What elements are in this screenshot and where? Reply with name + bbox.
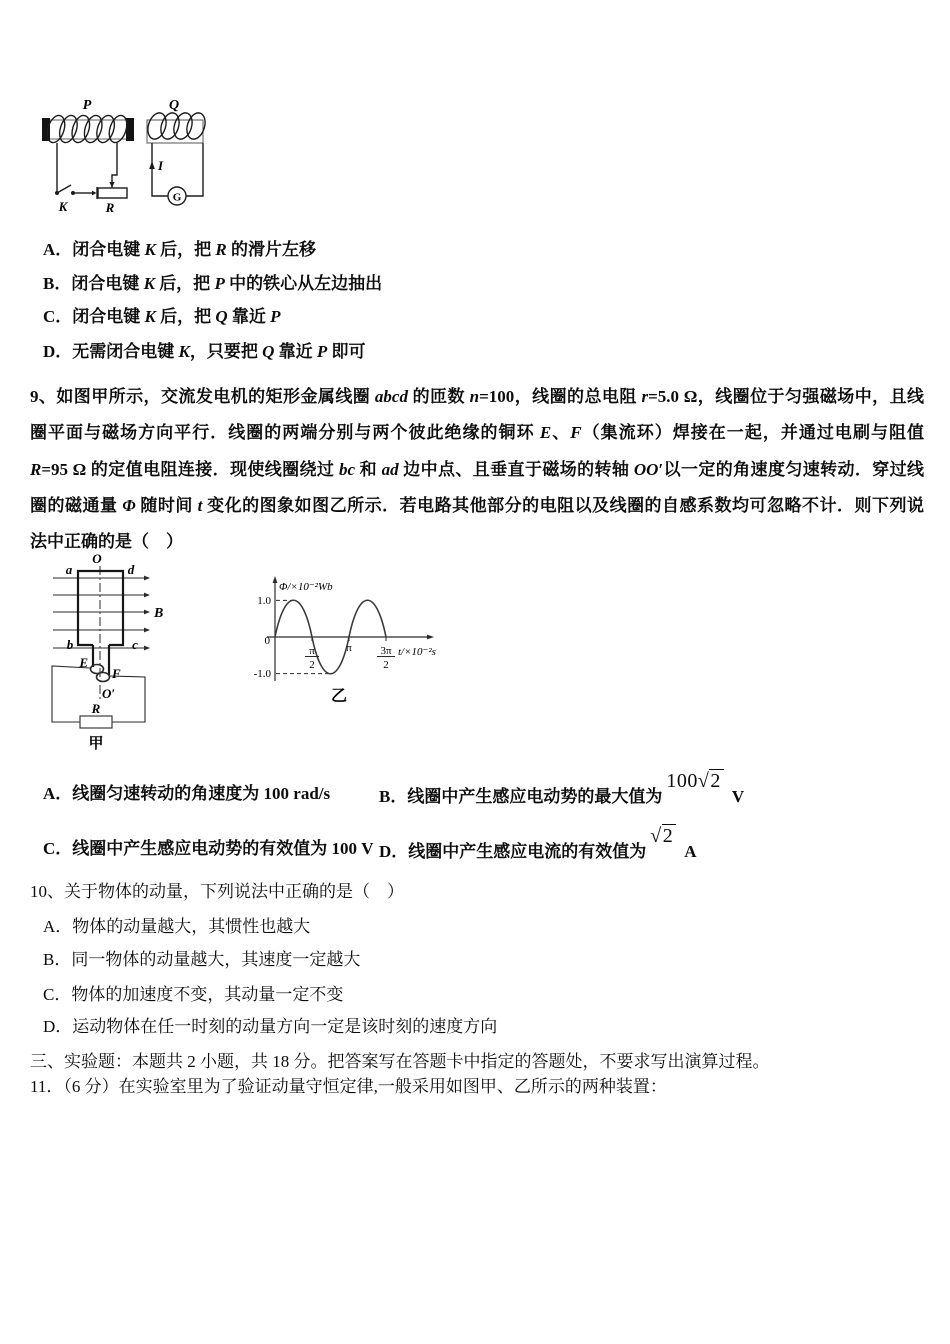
xtick-pi-over-2-num: π (309, 645, 315, 657)
switch-k-icon (56, 185, 84, 194)
label-ring-f: F (112, 666, 121, 681)
ytick-0: 0 (264, 635, 270, 647)
q9-stem-line: 圈平面与磁场方向平行．线圈的两端分别与两个彼此绝缘的铜环 E、F（集流环）焊接在一起，并通过电刷与阻值 (30, 423, 925, 443)
q10-option-d: D．运动物体在任一时刻的动量方向一定是该时刻的速度方向 (43, 1017, 498, 1036)
q8-option-c: C．闭合电键 K 后，把 Q 靠近 P (43, 307, 281, 326)
slip-ring-f-icon (97, 673, 110, 682)
xtick-pi: π (346, 642, 352, 654)
label-current-i: I (158, 158, 164, 173)
label-meter-g: G (172, 191, 182, 204)
q10-option-b: B．同一物体的动量越大，其速度一定越大 (43, 950, 361, 969)
figure-yi-flux-graph (233, 573, 447, 710)
q11-stem: 11．（6 分）在实验室里为了验证动量守恒定律,一般采用如图甲、乙所示的两种装置： (30, 1077, 667, 1096)
xtick-3pi-over-2-num: 3π (380, 645, 392, 657)
q9-option-b (379, 770, 745, 809)
graph-ylabel: Φ/×10⁻²Wb (279, 581, 333, 593)
q9-option-b-unit: V (731, 787, 745, 806)
q9-stem-line: 法中正确的是（ ） (30, 532, 183, 552)
formula-100-sqrt2: 100√2 (666, 770, 723, 792)
label-coil-p: P (82, 98, 92, 113)
xtick-pi-over-2-den: 2 (309, 659, 315, 671)
rheostat-r-icon (98, 143, 127, 198)
label-ring-e: E (79, 655, 88, 670)
q9-option-d (379, 825, 697, 864)
label-axis-o-prime: O′ (102, 686, 116, 701)
label-corner-c: c (132, 637, 138, 652)
wire (186, 143, 203, 196)
ytick-minus1: -1.0 (253, 668, 271, 680)
q9-option-c: C．线圈中产生感应电动势的有效值为 100 V (43, 839, 374, 858)
q9-option-a: A．线圈匀速转动的角速度为 100 rad/s (43, 784, 331, 803)
q9-stem (30, 379, 924, 560)
label-corner-a: a (65, 562, 73, 577)
current-arrow-icon (149, 161, 155, 169)
q9-stem-line: 9、如图甲所示，交流发电机的矩形金属线圈 abcd 的匝数 n=100，线圈的总电阻 r=5.0 Ω，线圈位于匀强磁场中，且线 (30, 387, 925, 406)
q9-option-b-text: B．线圈中产生感应电动势的最大值为 (379, 787, 663, 806)
xtick-3pi-over-2-den: 2 (383, 659, 389, 671)
q10-stem: 10、关于物体的动量，下列说法中正确的是（ ） (30, 882, 404, 901)
formula-sqrt2: √2 (650, 825, 676, 847)
coil-leads (93, 645, 109, 675)
coil-q (145, 111, 209, 143)
label-corner-b: b (66, 637, 74, 652)
figure-jia-caption: 甲 (88, 736, 104, 752)
label-rheostat-r: R (105, 200, 115, 215)
q10-option-a: A．物体的动量越大，其惯性也越大 (43, 917, 311, 936)
figure-yi-caption: 乙 (330, 688, 348, 705)
label-field-b: B (154, 606, 164, 621)
graph-xlabel: t/×10⁻²s (398, 646, 436, 658)
label-resistor-r: R (91, 701, 101, 716)
label-corner-d: d (127, 562, 135, 577)
q10-option-c: C．物体的加速度不变，其动量一定不变 (43, 985, 344, 1004)
label-axis-o: O (92, 552, 102, 566)
ytick-1: 1.0 (257, 595, 271, 607)
q9-option-d-text: D．线圈中产生感应电流的有效值为 (379, 842, 647, 861)
figure-mutual-induction-circuits (38, 93, 220, 221)
label-coil-q: Q (168, 98, 180, 113)
q9-stem-line: R=95 Ω 的定值电阻连接．现使线圈绕过 bc 和 ad 边中点、且垂直于磁场的转轴 OO′以一定的角速度匀速转动．穿过线 (30, 459, 925, 479)
q8-option-d: D．无需闭合电键 K，只要把 Q 靠近 P 即可 (43, 342, 366, 361)
figure-jia-generator (40, 552, 172, 754)
q8-option-a: A．闭合电键 K 后，把 R 的滑片左移 (43, 240, 316, 259)
label-switch-k: K (58, 199, 68, 214)
section-3-header: 三、实验题：本题共 2 小题，共 18 分。把答案写在答题卡中指定的答题处，不要求写出演算过程。 (30, 1052, 770, 1071)
coil-p (42, 113, 134, 145)
q9-stem-line: 圈的磁通量 Φ 随时间 t 变化的图象如图乙所示．若电路其他部分的电阻以及线圈的自感系数均可忽略不计．则下列说 (30, 495, 925, 515)
q9-option-d-unit: A (684, 842, 697, 861)
slider-arrow-icon (84, 187, 97, 199)
q8-option-b: B．闭合电键 K 后，把 P 中的铁心从左边抽出 (43, 274, 383, 293)
external-circuit (52, 666, 145, 728)
